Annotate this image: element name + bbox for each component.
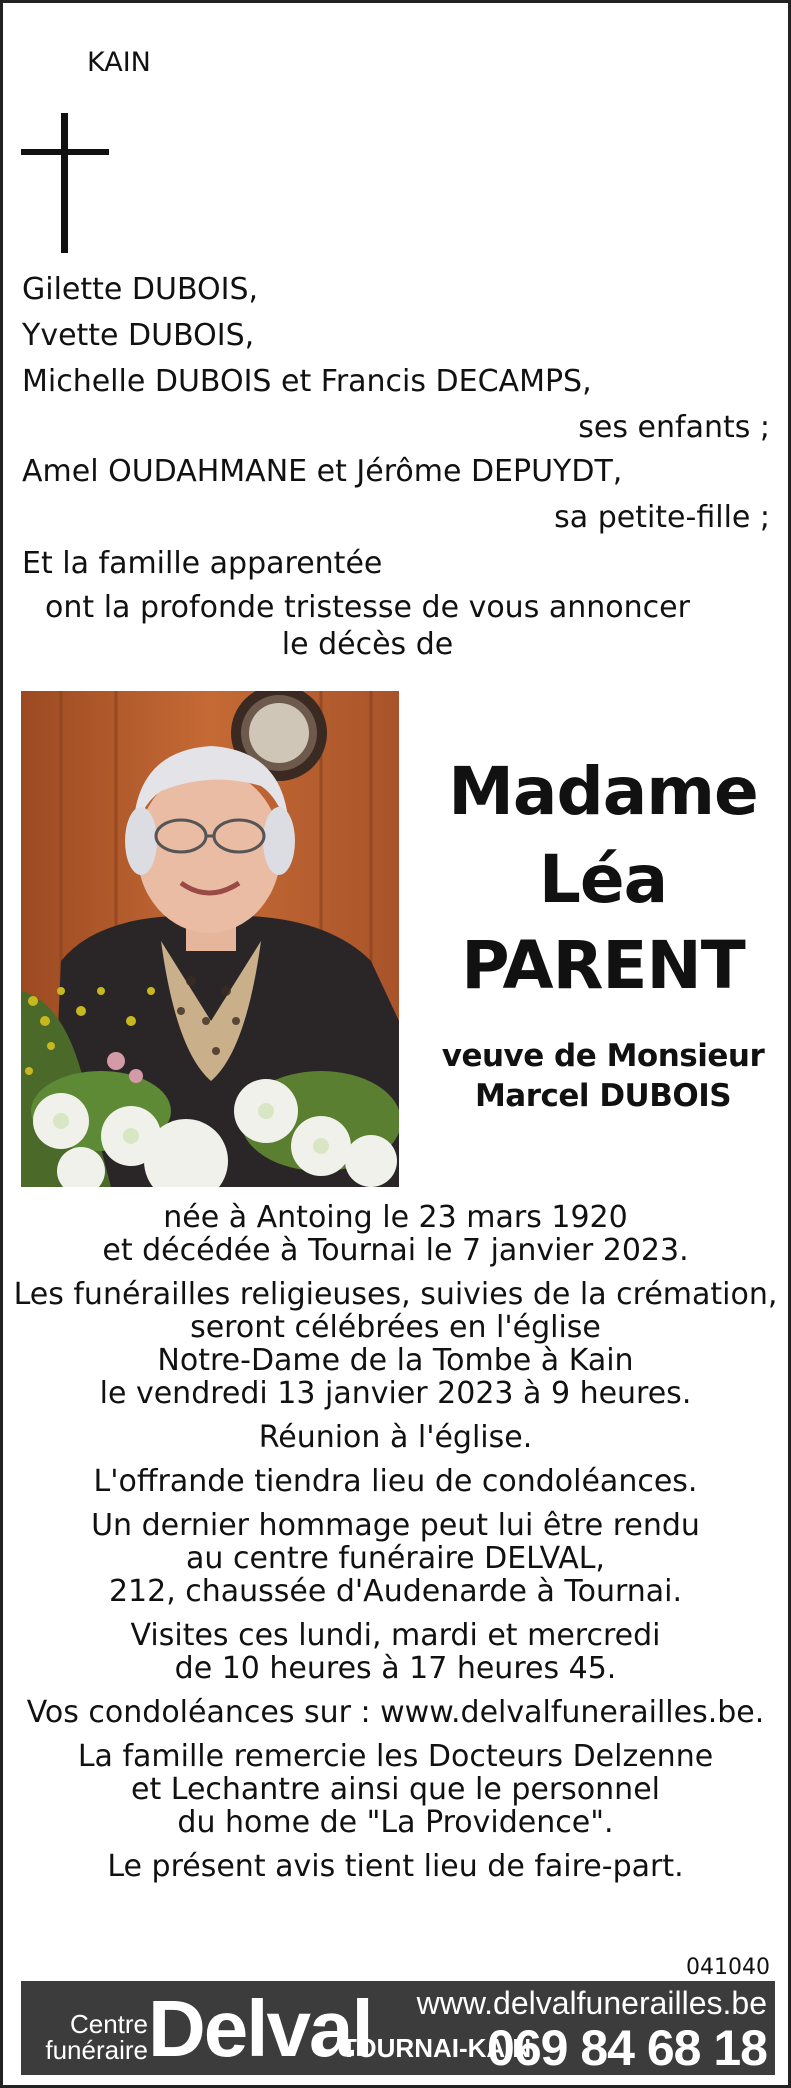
- funeral-line: Les funérailles religieuses, suivies de la crémation,: [13, 1277, 778, 1312]
- portrait-photo: [21, 691, 399, 1187]
- closing-line: Le présent avis tient lieu de faire-part.: [107, 1849, 684, 1884]
- family-role: ses enfants ;: [578, 410, 770, 445]
- brand-logo: Delval: [148, 1984, 372, 2073]
- condolences-line: Vos condoléances sur : www.delvalfunerailles.be.: [26, 1695, 765, 1730]
- website-link[interactable]: www.delvalfunerailles.be: [416, 1985, 767, 2021]
- meeting-line: Réunion à l'église.: [258, 1420, 533, 1455]
- phone-number[interactable]: 069 84 68 18: [487, 2020, 767, 2076]
- announcement-line: ont la profonde tristesse de vous annoncer: [45, 590, 690, 625]
- cross-icon: [21, 113, 109, 253]
- centre-label: Centre: [69, 2009, 148, 2039]
- reference-number: 041040: [686, 1955, 770, 1980]
- deceased-first-name: Léa: [538, 841, 668, 918]
- tribute-line: 212, chaussée d'Audenarde à Tournai.: [108, 1574, 683, 1609]
- family-line: Yvette DUBOIS,: [22, 318, 255, 353]
- location-heading: KAIN: [87, 47, 151, 78]
- thanks-line: du home de "La Providence".: [177, 1805, 614, 1840]
- birth-line: née à Antoing le 23 mars 1920: [163, 1200, 628, 1235]
- cross-vertical-bar: [61, 113, 68, 253]
- widow-of-line: Marcel DUBOIS: [474, 1078, 732, 1114]
- death-line: et décédée à Tournai le 7 janvier 2023.: [102, 1233, 689, 1268]
- centre-funeraire-label: [33, 2011, 148, 2063]
- thanks-line: La famille remercie les Docteurs Delzenne: [77, 1739, 714, 1774]
- offering-line: L'offrande tiendra lieu de condoléances.: [93, 1464, 698, 1499]
- funeraire-label: funéraire: [45, 2035, 148, 2065]
- funeral-line: seront célébrées en l'église: [190, 1310, 601, 1345]
- funeral-line: le vendredi 13 janvier 2023 à 9 heures.: [99, 1376, 692, 1411]
- family-line: Et la famille apparentée: [22, 546, 383, 581]
- family-line: Michelle DUBOIS et Francis DECAMPS,: [22, 364, 592, 399]
- announcement-line: le décès de: [281, 627, 454, 662]
- visits-line: Visites ces lundi, mardi et mercredi: [130, 1618, 661, 1653]
- visits-line: de 10 heures à 17 heures 45.: [174, 1651, 617, 1686]
- funeral-line: Notre-Dame de la Tombe à Kain: [157, 1343, 634, 1378]
- deceased-title: Madame: [448, 753, 758, 830]
- portrait-illustration: [21, 691, 399, 1187]
- tribute-line: Un dernier hommage peut lui être rendu: [91, 1508, 700, 1543]
- family-role: sa petite-fille ;: [554, 500, 770, 535]
- family-line: Gilette DUBOIS,: [22, 272, 259, 307]
- widow-of-line: veuve de Monsieur: [441, 1038, 765, 1074]
- tribute-line: au centre funéraire DELVAL,: [186, 1541, 605, 1576]
- cross-horizontal-bar: [21, 149, 109, 155]
- details-block: [3, 1201, 788, 1883]
- funeral-home-banner: [21, 1981, 775, 2075]
- location-label: TOURNAI-KAIN: [341, 2033, 532, 2063]
- family-line: Amel OUDAHMANE et Jérôme DEPUYDT,: [22, 454, 623, 489]
- thanks-line: et Lechantre ainsi que le personnel: [131, 1772, 660, 1807]
- deceased-last-name: PARENT: [461, 927, 745, 1004]
